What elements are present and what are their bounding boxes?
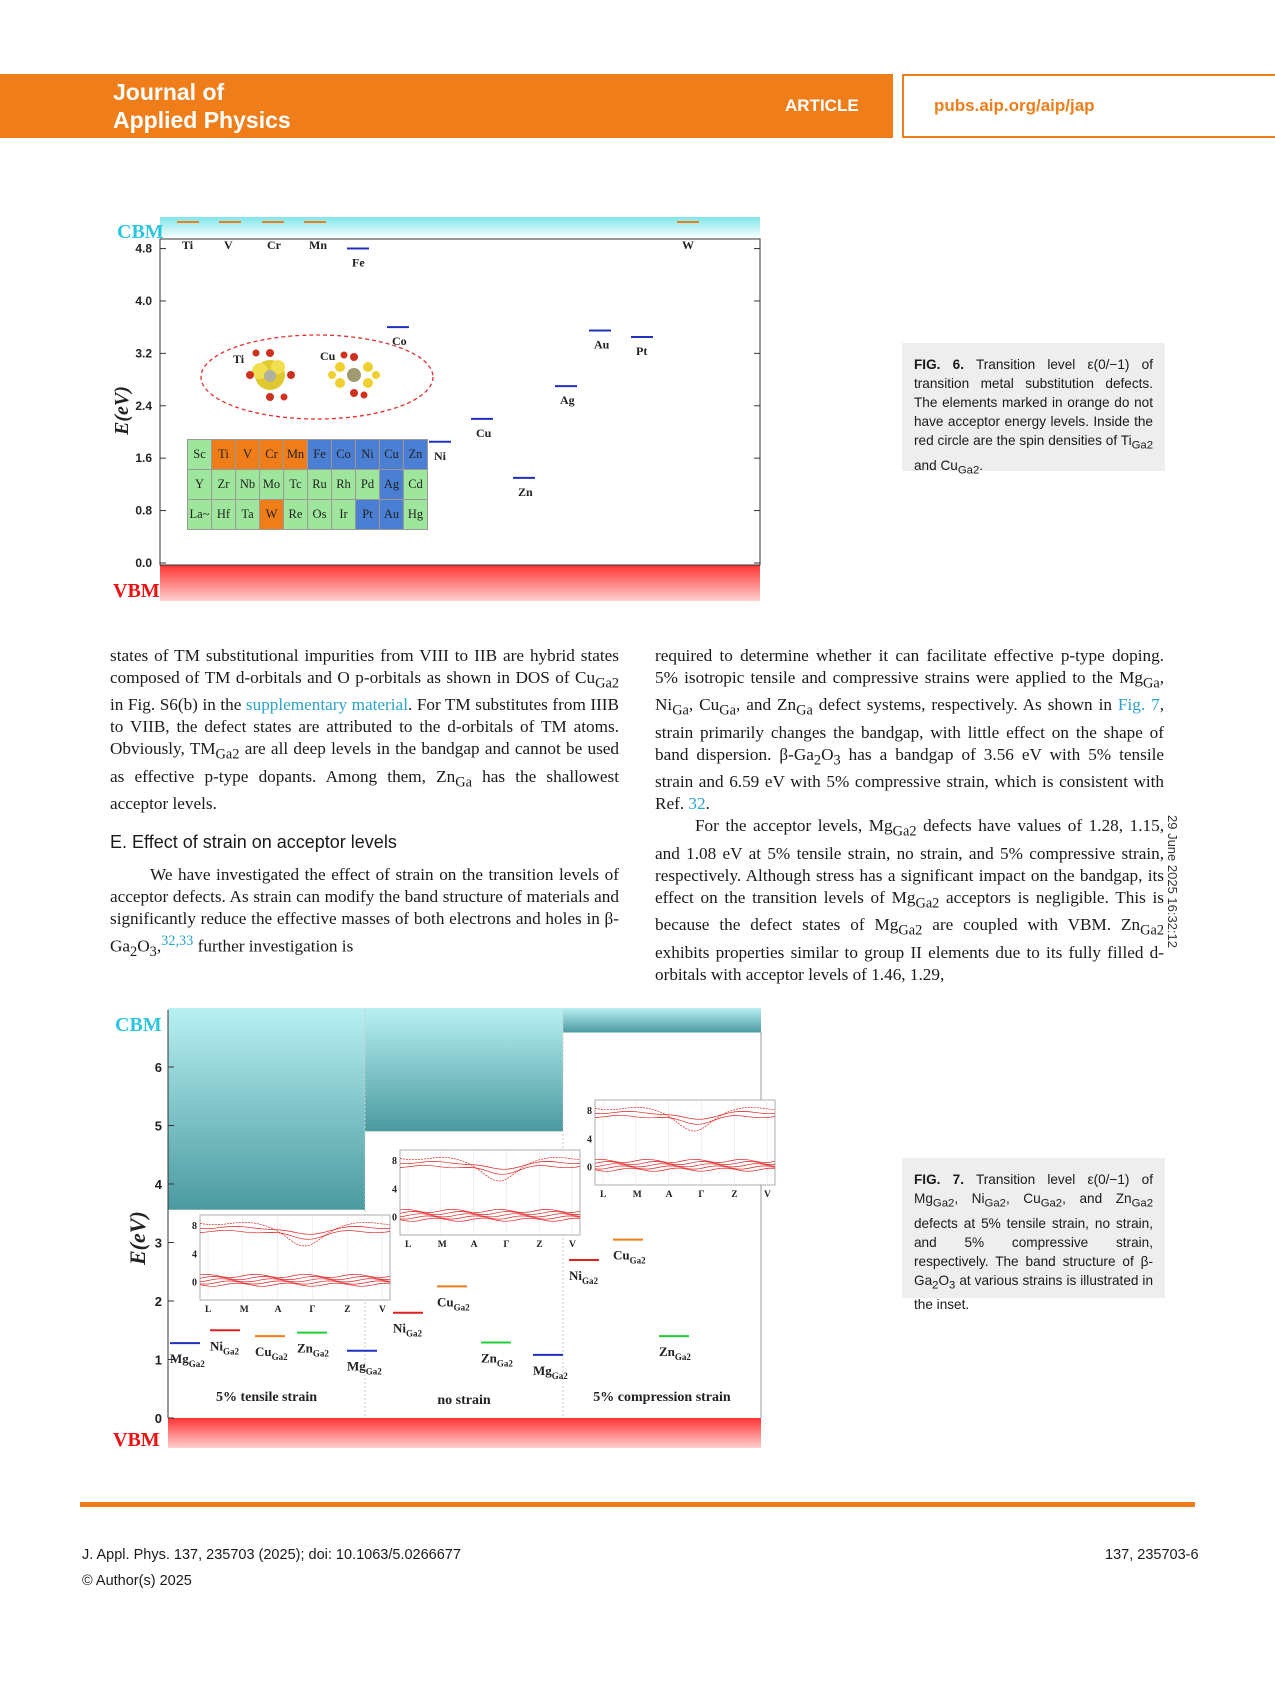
citation: J. Appl. Phys. 137, 235703 (2025); doi: 10.1063/5.0266677 (82, 1547, 461, 1563)
inset-y-tick: 8 (392, 1156, 397, 1168)
journal-title: Journal of Applied Physics (113, 79, 291, 133)
element-tc: Tc (284, 470, 308, 500)
article-label: ARTICLE (785, 96, 859, 115)
inset-x-tick: M (632, 1190, 642, 1200)
inset-y-tick: 8 (192, 1221, 197, 1233)
fig6-caption: FIG. 6. Transition level ε(0/−1) of transition metal substitution defects. The elements marked in orange do not have acceptor energy levels. Inside the red circle are the spin densities of $Ti_{Ga2}$ and $Cu_{Ga2}$. (902, 343, 1165, 471)
y-axis-label: E(eV) (111, 386, 133, 435)
inset-x-tick: Z (344, 1305, 351, 1315)
cbm-band-panel (563, 1008, 761, 1032)
figure-7 (100, 1000, 780, 1450)
vbm-band-7 (168, 1418, 761, 1448)
element-ta: Ta (236, 500, 260, 530)
inset-x-tick: A (274, 1305, 282, 1315)
y-tick-label-7: 6 (154, 1060, 162, 1075)
level-label-mg: $Mg_{Ga2}$ (347, 1358, 382, 1377)
level-label-cu: $Cu_{Ga2}$ (613, 1247, 646, 1266)
inset-frame (400, 1150, 580, 1235)
element-y: Y (188, 470, 212, 500)
inset-x-tick: A (470, 1240, 478, 1250)
y-tick-label-7: 2 (154, 1294, 162, 1309)
inset-x-tick: M (437, 1240, 447, 1250)
y-tick-label-7: 3 (154, 1235, 162, 1251)
inset-x-tick: M (239, 1305, 249, 1315)
y-tick-label: 4.8 (135, 241, 152, 256)
band-inset (587, 1100, 775, 1200)
inset-x-tick: Γ (309, 1305, 316, 1315)
element-hf: Hf (212, 500, 236, 530)
inset-x-tick: Z (731, 1190, 738, 1200)
element-cd: Cd (404, 470, 428, 500)
element-ni: Ni (356, 440, 380, 470)
inset-frame (595, 1100, 775, 1185)
cbm-band-panel (168, 1008, 365, 1210)
right-column: required to determine whether it can facilitate effective p-type doping. 5% isotropic tensile and compressive strains were applied to the $Mg_{Ga}$, $Ni_{Ga}$, $Cu_{Ga}$, and $Zn_{Ga}$ defect systems, respectively. As shown in Fig. 7, strain primarily changes the bandgap, with little effect on the shape of band dispersion. $\beta-Ga_2O_3$ has a bandgap of 3.56 eV with 5% tensile strain and 6.59 eV with 5% compressive strain, which is consistent with Ref. 32. For the acceptor levels, $Mg_{Ga2}$ defects have values of 1.28, 1.15, and 1.08 eV at 5% tensile strain, no strain, and 5% compressive strain, respectively. Although stress has a significant impact on the bandgap, its effect on the transition levels of $Mg_{Ga2}$ acceptors is negligible. This is because the defect states of $Mg_{Ga2}$ are coupled with VBM. $Zn_{Ga2}$ exhibits properties similar to group II elements due to its fully filled d-orbitals with acceptor levels of 1.46, 1.29, (655, 646, 1165, 984)
level-label-mn: Mn (309, 238, 327, 252)
inset-x-tick: L (600, 1190, 607, 1200)
inset-x-tick: Γ (503, 1240, 510, 1250)
inset-y-tick: 4 (587, 1134, 592, 1146)
y-tick-label: 4.0 (135, 293, 152, 308)
inset-y-tick: 0 (587, 1162, 592, 1174)
inset-y-tick: 4 (192, 1249, 197, 1261)
level-label-ag: Ag (560, 393, 575, 408)
inset-x-tick: V (764, 1190, 771, 1200)
inset-x-tick: A (665, 1190, 673, 1200)
section-heading: E. Effect of strain on acceptor levels (110, 832, 397, 852)
level-label-zn: Zn (518, 484, 533, 499)
element-w: W (260, 500, 284, 530)
inset-x-tick: L (405, 1240, 412, 1250)
panel-label: no strain (437, 1393, 491, 1408)
fig7-link[interactable]: Fig. 7 (1117, 695, 1160, 715)
level-label-cr: Cr (267, 238, 281, 252)
element-mo: Mo (260, 470, 284, 500)
inset-x-tick: Γ (698, 1190, 705, 1200)
y-tick-label: 3.2 (135, 346, 152, 361)
vbm-band (160, 565, 760, 601)
band-inset (392, 1150, 580, 1250)
element-co: Co (332, 440, 356, 470)
element-pt: Pt (356, 500, 380, 530)
y-tick-label-7: 1 (154, 1352, 162, 1368)
cu-spin-density-icon (328, 352, 380, 399)
y-tick-label: 0.8 (135, 503, 152, 518)
cbm-band (160, 217, 760, 239)
cbm-band-panel (365, 1008, 563, 1131)
panel-labels (216, 1390, 731, 1408)
element-ru: Ru (308, 470, 332, 500)
level-label-ni: Ni (434, 448, 446, 463)
journal-url-link[interactable]: pubs.aip.org/aip/jap (934, 96, 1095, 115)
left-column-2: We have investigated the effect of strain on the transition levels of acceptor defects. As strain can modify the band structure of materials and significantly reduce the effective masses of both electrons and holes in $\beta-Ga_2O_3,^{32,33}$ further investigation is (110, 865, 619, 961)
y-tick-label-7: 5 (154, 1118, 162, 1134)
inset-x-tick: Z (536, 1240, 543, 1250)
inset-y-tick: 0 (392, 1212, 397, 1224)
vbm-label: VBM (113, 580, 160, 602)
level-label-mg: $Mg_{Ga2}$ (170, 1351, 205, 1370)
inset-y-tick: 8 (587, 1106, 592, 1118)
copyright: © Author(s) 2025 (82, 1573, 192, 1589)
element-ir: Ir (332, 500, 356, 530)
left-column: states of TM substitutional impurities from VIII to IIB are hybrid states composed of TM d-orbitals and O p-orbitals as shown in DOS of $Cu_{Ga2}$ in Fig. S6(b) in the supplementary material. For TM substitutes from IIIB to VIIB, the defect states are attributed to the d-orbitals of TM atoms. Obviously, $TM_{Ga2}$ are all deep levels in the bandgap and cannot be used as effective p-type dopants. Among them, $Zn_{Ga}$ has the shallowest acceptor levels. (110, 646, 619, 814)
element-ti: Ti (212, 440, 236, 470)
fig7-caption: FIG. 7. Transition level ε(0/−1) of $Mg_{Ga2}$, $Ni_{Ga2}$, $Cu_{Ga2}$, and $Zn_{Ga2}$ defects at 5% tensile strain, no strain, and 5% compressive strain, respectively. The band structure of $\beta-Ga_2O_3$ at various strains is illustrated in the inset. (902, 1158, 1165, 1298)
level-label-cu: Cu (476, 425, 492, 440)
element-zn: Zn (404, 440, 428, 470)
element-la: La~ (188, 500, 212, 530)
panel-label: 5% tensile strain (215, 1390, 318, 1405)
level-label-zn: $Zn_{Ga2}$ (297, 1340, 329, 1359)
ti-spin-density-icon (246, 349, 295, 401)
level-label-ti: Ti (182, 238, 194, 252)
element-mn: Mn (284, 440, 308, 470)
element-v: V (236, 440, 260, 470)
inset-label-ti: Ti (233, 352, 245, 366)
inset-label-cu: Cu (320, 349, 336, 363)
level-label-ni: $Ni_{Ga2}$ (210, 1338, 240, 1357)
element-rh: Rh (332, 470, 356, 500)
cbm-label: CBM (117, 221, 164, 243)
inset-frame (200, 1215, 390, 1300)
ref-link-32[interactable]: 32 (688, 794, 706, 814)
level-label-v: V (224, 238, 233, 252)
level-label-ni: $Ni_{Ga2}$ (393, 1320, 423, 1339)
level-label-co: Co (392, 334, 407, 349)
element-zr: Zr (212, 470, 236, 500)
y-tick-label: 2.4 (135, 398, 152, 413)
inset-x-tick: V (379, 1305, 386, 1315)
footer-rule (80, 1502, 1195, 1507)
y-tick-label-7: 4 (154, 1177, 162, 1192)
element-au: Au (380, 500, 404, 530)
inset-y-tick: 4 (392, 1184, 397, 1196)
band-inset (192, 1215, 390, 1315)
level-label-zn: $Zn_{Ga2}$ (659, 1344, 691, 1363)
element-os: Os (308, 500, 332, 530)
page-number: 137, 235703-6 (1105, 1547, 1199, 1563)
y-tick-label: 1.6 (135, 451, 152, 466)
y-tick-label-7: 0 (154, 1411, 162, 1426)
figure-6 (100, 205, 780, 610)
periodic-table (187, 439, 428, 530)
level-label-cu: $Cu_{Ga2}$ (255, 1344, 288, 1363)
level-label-zn: $Zn_{Ga2}$ (481, 1350, 513, 1369)
level-label-mg: $Mg_{Ga2}$ (533, 1362, 568, 1381)
inset-x-tick: V (569, 1240, 576, 1250)
inset-x-tick: L (205, 1305, 212, 1315)
level-label-w: W (682, 238, 694, 252)
element-cr: Cr (260, 440, 284, 470)
level-label-au: Au (594, 337, 610, 352)
element-nb: Nb (236, 470, 260, 500)
level-label-pt: Pt (636, 343, 648, 358)
element-ag: Ag (380, 470, 404, 500)
element-hg: Hg (404, 500, 428, 530)
y-tick-label: 0.0 (135, 556, 152, 570)
panel-label: 5% compression strain (593, 1390, 731, 1405)
level-label-ni: $Ni_{Ga2}$ (569, 1268, 599, 1287)
cbm-label-7: CBM (115, 1014, 162, 1036)
inset-y-tick: 0 (192, 1277, 197, 1289)
element-cu: Cu (380, 440, 404, 470)
element-fe: Fe (308, 440, 332, 470)
level-label-fe: Fe (352, 255, 365, 270)
supplementary-link[interactable]: supplementary material (245, 695, 408, 715)
element-re: Re (284, 500, 308, 530)
download-timestamp: 29 June 2025 16:32:12 (1165, 815, 1180, 949)
element-sc: Sc (188, 440, 212, 470)
y-axis-label-7: E(eV) (125, 1211, 150, 1265)
ref-link-32-33[interactable]: 32,33 (161, 933, 194, 949)
element-pd: Pd (356, 470, 380, 500)
level-label-cu: $Cu_{Ga2}$ (437, 1294, 470, 1313)
vbm-label-7: VBM (113, 1429, 160, 1450)
